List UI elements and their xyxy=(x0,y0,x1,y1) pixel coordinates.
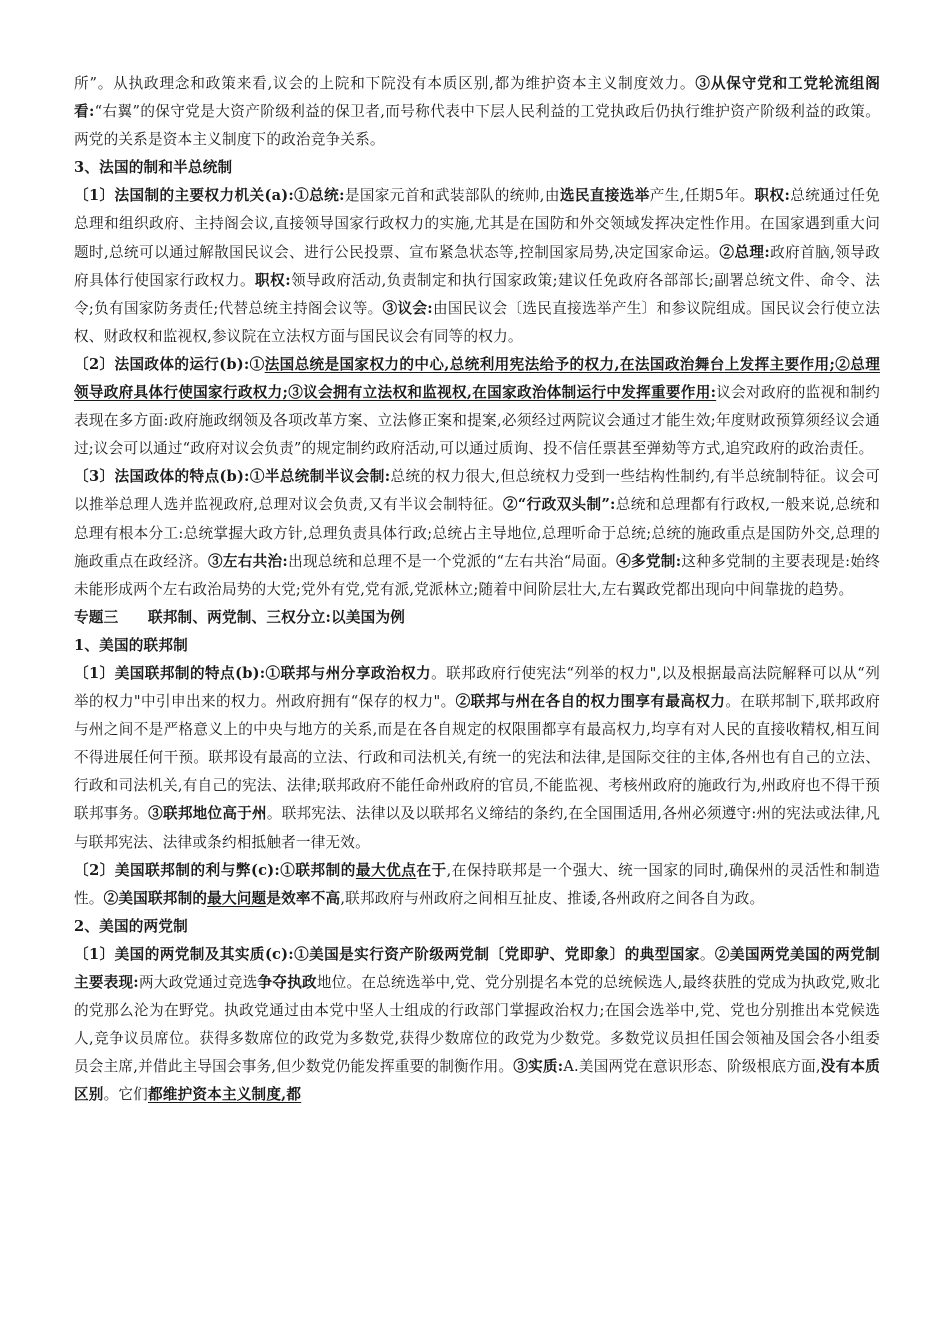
para-us-2 xyxy=(74,857,880,913)
para-intro-cont xyxy=(74,70,880,154)
heading-france xyxy=(74,154,880,182)
heading-us-party xyxy=(74,913,880,941)
text-run: 。联邦宪法、法律以及以联邦名义缔结的条约,在全国围适用,各州必须遵守:州的宪法或法律,凡与联邦宪法、法律或条约相抵触者一律无效。 xyxy=(74,805,880,851)
text-run: ④多党制: xyxy=(616,552,682,570)
text-run: ③从保守党和工党轮流组阁看: xyxy=(74,75,880,121)
text-run: 在于 xyxy=(416,861,447,879)
text-run: 地位。在总统选举中,党、党分别提名本党的总统候选人,最终获胜的党成为执政党,败北的党那么沦为在野党。执政党通过由本党中坚人士组成的行政部门掌握政治权力;在国会选举中,党、党也分别推出本党候选人,竞争议员席位。获得多数席位的政党为多数党,获得少数席位的政党为少数党。多数党议员担任国会领袖及国会各小组委员会主席,并借此主导国会事务,但少数党仍能发挥重要的制衡作用。 xyxy=(74,974,880,1076)
text-run: 。它们 xyxy=(103,1086,148,1104)
text-run: 所”。从执政理念和政策来看,议会的上院和下院没有本质区别,都为维护资本主义制度效力。 xyxy=(74,75,696,92)
text-run: 总统通过任免总理和组织政府、主持阁会议,直接领导国家行政权力的实施,尤其是在国防和外交领域发挥决定性作用。在国家遇到重大问题时,总统可以通过解散国民议会、进行公民投票、宣布紧急状态等,控制国家局势,决定国家命运。 xyxy=(74,187,881,261)
text-run: 议会对政府的监视和制约表现在多方面:政府施政纲领及各项改革方案、立法修正案和提案,必须经过两院议会通过才能生效;年度财政预算须经议会通过;议会可以通过“政府对议会负责”的规定制约政府活动,可以通过质询、投不信任票甚至弹劾等方式,追究政府的政治责任。 xyxy=(74,384,880,458)
text-run: 都维护资本主义制度,都 xyxy=(147,1086,302,1104)
text-run: 出现总统和总理不是一个党派的“左右共治“局面。 xyxy=(287,552,617,570)
text-run: “右翼”的保守党是大资产阶级利益的保卫者,而号称代表中下层人民利益的工党执政后仍执行维护资产阶级利益的政策。两党的关系是资本主义制度下的政治竞争关系。 xyxy=(74,103,880,149)
text-run: 3、法国的制和半总统制 xyxy=(74,159,233,177)
text-run: 没有本质区别 xyxy=(74,1058,880,1104)
text-run: 产生,任期5年。 xyxy=(649,187,755,205)
text-run: 法国总统是国家权力的中心,总统利用宪法给予的权力,在法国政治舞台上发挥主要作用;②总理领导政府具体行使国家行政权力;③议会拥有立法权和监视权,在国家政治体制运行中发挥重要作用: xyxy=(74,355,881,402)
text-run: ②美国两党美国的两党制主要表现: xyxy=(74,945,880,991)
text-run: 这种多党制的主要表现是:始终未能形成两个左右政治局势的大党;党外有党,党有派,党派林立;随着中间阶层壮大,左右翼政党都出现向中间靠拢的趋势。 xyxy=(74,552,881,598)
text-run: 。联邦政府行使宪法“列举的权力",以及根据最高法院解释可以从“列举的权力"中引申出来的权力。州政府拥有“保存的权力"。 xyxy=(74,664,880,711)
para-france-1 xyxy=(74,182,880,351)
text-run: 职权: xyxy=(754,187,791,205)
text-run: 专题三 联邦制、两党制、三权分立:以美国为例 xyxy=(74,608,406,626)
document-page xyxy=(74,70,880,1109)
text-run: 由国民议会〔选民直接选举产生〕和参议院组成。国民议会行使立法权、财政权和监视权,参议院在立法权方面与国民议会有同等的权力。 xyxy=(74,299,880,345)
text-run: 。在联邦制下,联邦政府与州之间不是严格意义上的中央与地方的关系,而是在各自规定的权限围都享有最高权力,均享有对人民的直接收精权,相互间不得进展任何干预。联邦设有最高的立法、行政和司法机关,有统一的宪法和法律,是国际交往的主体,各州也有自己的立法、行政和司法机关,有自己的宪法、法律;联邦政府不能任命州政府的官员,不能监视、考核州政府的施政行为,州政府也不得干预联邦事务。 xyxy=(74,693,880,823)
para-france-2 xyxy=(74,351,880,463)
para-us-3 xyxy=(74,941,880,1110)
text-run: ③实质: xyxy=(513,1058,564,1076)
heading-topic3 xyxy=(74,604,880,632)
para-france-3 xyxy=(74,463,880,603)
text-run: 两大政党通过竞选 xyxy=(138,974,258,991)
text-run: 是效率不高 xyxy=(266,889,341,907)
text-run: ②联邦与州在各自的权力围享有最高权力 xyxy=(455,693,726,711)
text-run: 1、美国的联邦制 xyxy=(74,636,188,654)
text-run: ②“行政双头制”: xyxy=(502,496,616,514)
text-run: 政府首脑,领导政府具体行使国家行政权力。 xyxy=(74,243,880,289)
text-run: ③联邦地位高于州 xyxy=(148,805,267,823)
text-run: A.美国两党在意识形态、阶级根底方面, xyxy=(563,1058,821,1076)
para-us-1 xyxy=(74,660,880,857)
text-run: 职权: xyxy=(255,271,291,289)
text-run: ③议会: xyxy=(382,299,433,317)
text-run: 〔2〕美国联邦制的利与弊(c):①联邦制的 xyxy=(74,861,356,879)
text-run: ②总理: xyxy=(719,243,770,261)
text-run: 是国家元首和武装部队的统帅,由 xyxy=(344,187,560,205)
text-run: 〔1〕法国制的主要权力机关(a):①总统: xyxy=(74,187,345,205)
text-run: ③左右共治: xyxy=(207,552,288,570)
text-run: 。 xyxy=(699,945,715,963)
text-run: 〔3〕法国政体的特点(b):①半总统制半议会制: xyxy=(74,468,391,486)
text-run: 最大问题 xyxy=(207,889,267,907)
text-run: 〔2〕法国政体的运行(b):① xyxy=(74,355,265,373)
text-run: ②美国联邦制的 xyxy=(103,889,208,907)
heading-us-federal xyxy=(74,632,880,660)
text-run: 最大优点 xyxy=(355,861,417,879)
text-run: 〔1〕美国联邦制的特点(b):①联邦与州分享政治权力 xyxy=(74,664,432,682)
text-run: ,联邦政府与州政府之间相互扯皮、推诿,各州政府之间各自为政。 xyxy=(340,889,765,907)
text-run: 总统和总理都有行政权,一般来说,总统和总理有根本分工:总统掌握大政方针,总理负责具体行政;总统占主导地位,总理听命于总统;总统的施政重点是国防外交,总理的施政重点在政经济。 xyxy=(74,496,880,570)
text-run: ,在保持联邦是一个强大、统一国家的同时,确保州的灵活性和制造性。 xyxy=(74,861,880,907)
text-run: 2、美国的两党制 xyxy=(74,917,188,935)
text-run: 总统的权力很大,但总统权力受到一些结构性制约,有半总统制特征。议会可以推举总理人选并监视政府,总理对议会负责,又有半议会制特征。 xyxy=(74,468,880,514)
text-run: 〔1〕美国的两党制及其实质(c):①美国是实行资产阶级两党制〔党即驴、党即象〕的典型国家 xyxy=(74,945,700,963)
text-run: 选民直接选举 xyxy=(559,187,650,205)
text-run: 领导政府活动,负责制定和执行国家政策;建议任免政府各部部长;副署总统文件、命令、法令;负有国家防务责任;代替总统主持阁会议等。 xyxy=(74,271,880,317)
text-run: 争夺执政 xyxy=(257,974,317,991)
